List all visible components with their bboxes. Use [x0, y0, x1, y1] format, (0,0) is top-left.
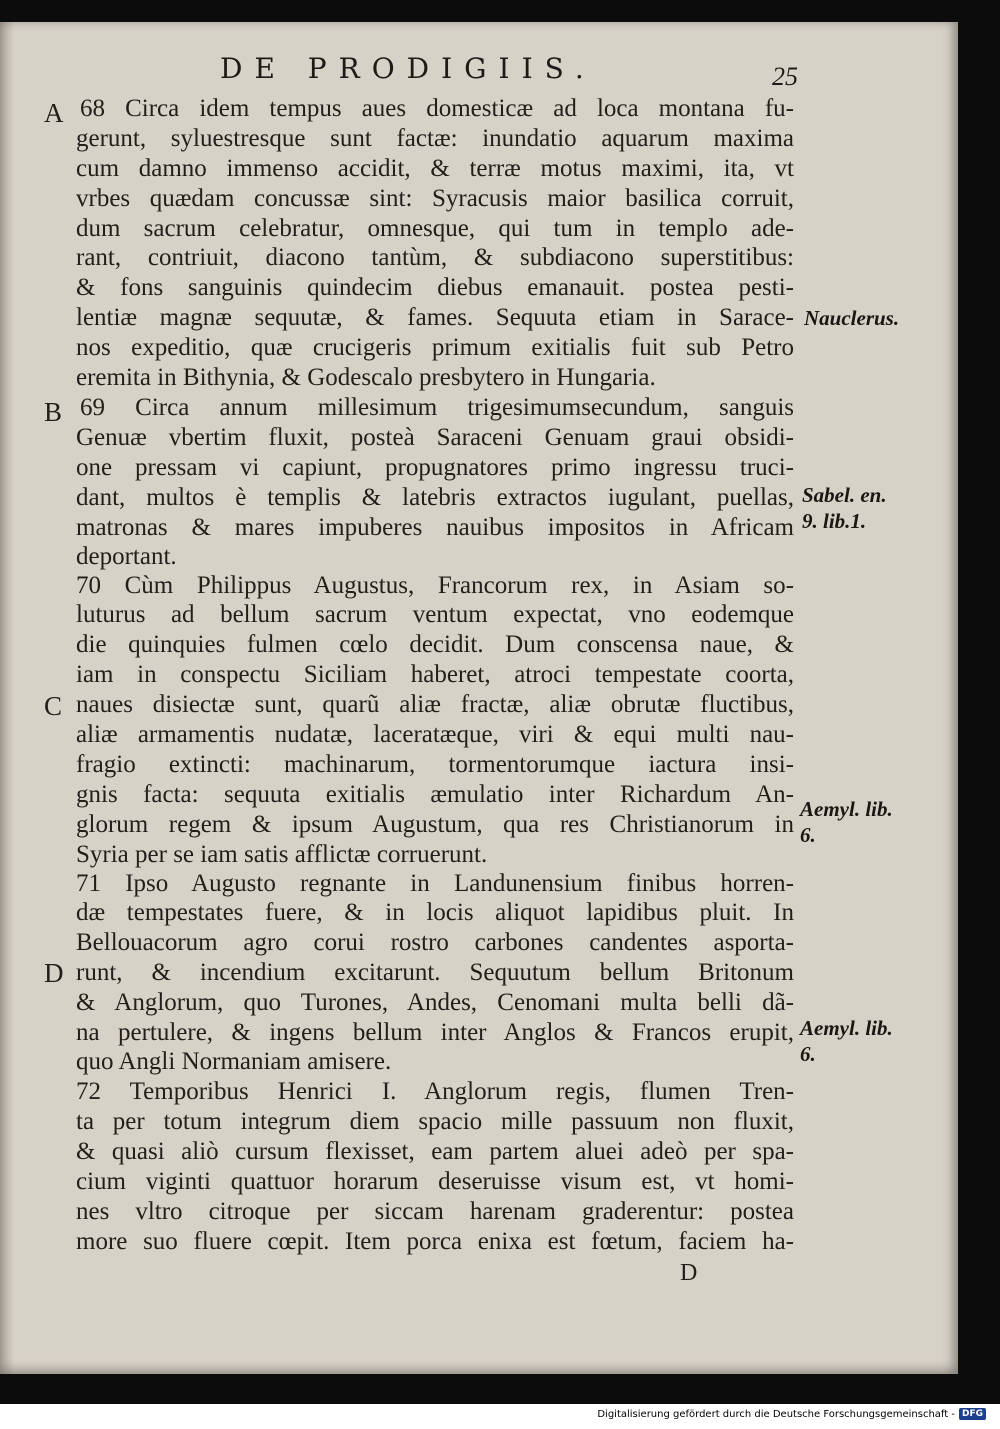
body-line: more suo fluere cœpit. Item porca enixa est fœtum, faciem ha-: [76, 1228, 794, 1255]
body-line: luturus ad bellum sacrum ventum expectat, vno eodemque: [76, 601, 794, 628]
body-line: lentiæ magnæ sequutæ, & fames. Sequuta etiam in Sarace-: [76, 304, 794, 331]
body-line: Syria per se iam satis afflictæ corruerunt.: [76, 841, 488, 868]
body-line: die quinquies fulmen cœlo decidit. Dum conscensa naue, &: [76, 631, 794, 658]
running-head: DE PRODIGIIS.: [220, 52, 596, 85]
body-line: rant, contriuit, diacono tantùm, & subdiacono superstitibus:: [76, 244, 794, 271]
footer-text: Digitalisierung gefördert durch die Deutsche Forschungsgemeinschaft -: [597, 1408, 955, 1420]
body-line: 69 Circa annum millesimum trigesimumsecundum, sanguis: [80, 394, 794, 421]
body-line: & Anglorum, quo Turones, Andes, Cenomani multa belli dã-: [76, 989, 794, 1016]
body-line: na pertulere, & ingens bellum inter Anglos & Francos erupit,: [76, 1019, 794, 1046]
body-line: matronas & mares impuberes nauibus impositos in Africam: [76, 514, 794, 541]
body-line: dum sacrum celebratur, omnesque, qui tum in templo ade-: [76, 215, 794, 242]
body-line: deportant.: [76, 543, 177, 570]
body-line: fragio extincti: machinarum, tormentorumque iactura insi-: [76, 751, 794, 778]
body-line: 70 Cùm Philippus Augustus, Francorum rex, in Asiam so-: [76, 572, 794, 599]
body-line: Genuæ vbertim fluxit, posteà Saraceni Genuam graui obsidi-: [76, 424, 794, 451]
section-letter-c: C: [44, 691, 63, 721]
body-line: nos expeditio, quæ crucigeris primum exitialis fuit sub Petro: [76, 334, 794, 361]
footer: [597, 1408, 986, 1420]
body-line: & quasi aliò cursum flexisset, eam partem aluei adeò per spa-: [76, 1138, 794, 1165]
body-line: dæ tempestates fuere, & in locis aliquot lapidibus pluit. In: [76, 899, 794, 926]
margin-note-aemylius: Aemyl. lib. 6.: [800, 1016, 893, 1066]
margin-note-aemylius: Aemyl. lib. 6.: [800, 797, 893, 847]
body-line: cum damno immenso accidit, & terræ motus maximi, ita, vt: [76, 155, 794, 182]
body-line: nes vltro citroque per siccam harenam graderentur: postea: [76, 1198, 794, 1225]
body-line: 72 Temporibus Henrici I. Anglorum regis, flumen Tren-: [76, 1078, 794, 1105]
margin-note-nauclerus: Nauclerus.: [804, 306, 900, 330]
section-letter-b: B: [44, 397, 63, 427]
body-line: 68 Circa idem tempus aues domesticæ ad loca montana fu-: [80, 95, 794, 122]
body-line: one pressam vi capiunt, propugnatores primo ingressu truci-: [76, 454, 794, 481]
margin-note-sabellicus: Sabel. en. 9. lib.1.: [802, 483, 887, 533]
body-line: 71 Ipso Augusto regnante in Landunensium finibus horren-: [76, 870, 794, 897]
page-edge-shadow: [0, 22, 14, 1374]
section-letter-d: D: [44, 958, 64, 988]
catchword-signature: D: [680, 1260, 698, 1286]
body-line: gnis facta: sequuta exitialis æmulatio inter Richardum An-: [76, 781, 794, 808]
body-line: glorum regem & ipsum Augustum, qua res Christianorum in: [76, 811, 794, 838]
page-number: 25: [772, 62, 798, 91]
body-line: quo Angli Normaniam amisere.: [76, 1048, 392, 1075]
section-letter-a: A: [44, 98, 64, 128]
body-line: runt, & incendium excitarunt. Sequutum bellum Britonum: [76, 959, 794, 986]
body-line: eremita in Bithynia, & Godescalo presbytero in Hungaria.: [76, 364, 656, 391]
dfg-logo: DFG: [959, 1408, 986, 1420]
body-line: naues disiectæ sunt, quarũ aliæ fractæ, aliæ obrutæ fluctibus,: [76, 691, 794, 718]
body-line: & fons sanguinis quindecim diebus emanauit. postea pesti-: [76, 274, 794, 301]
body-line: dant, multos è templis & latebris extractos iugulant, puellas,: [76, 484, 794, 511]
body-line: iam in conspectu Siciliam haberet, atroci tempestate coorta,: [76, 661, 794, 688]
body-line: Bellouacorum agro corui rostro carbones candentes asporta-: [76, 929, 794, 956]
body-line: cium viginti quattuor horarum deseruisse visum est, vt homi-: [76, 1168, 794, 1195]
body-line: gerunt, syluestresque sunt factæ: inundatio aquarum maxima: [76, 125, 794, 152]
body-line: vrbes quædam concussæ sint: Syracusis maior basilica corruit,: [76, 185, 794, 212]
body-line: ta per totum integrum diem spacio mille passuum non fluxit,: [76, 1108, 794, 1135]
body-line: aliæ armamentis nudatæ, laceratæque, viri & equi multi nau-: [76, 721, 794, 748]
